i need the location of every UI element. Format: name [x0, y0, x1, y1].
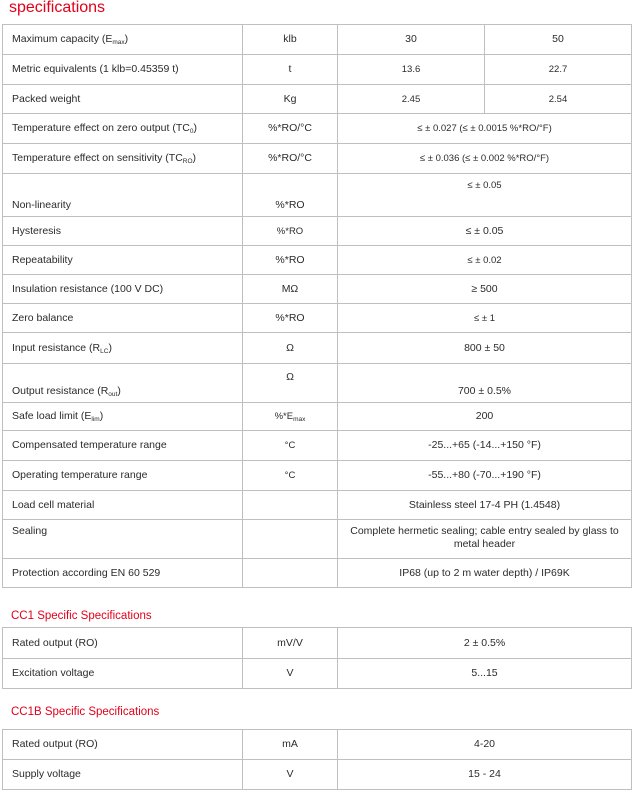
unit-cell: mV/V — [243, 628, 338, 659]
spec-row-max-capacity — [3, 25, 632, 55]
spec-row-tc-sensitivity — [3, 144, 632, 174]
value-cell-50: 2.54 — [485, 85, 632, 114]
cc1b-row-rated-output — [3, 730, 632, 760]
value-cell: Complete hermetic sealing; cable entry sealed by glass to metal header — [338, 520, 632, 559]
value-cell: 200 — [338, 403, 632, 431]
unit-text: %*E — [274, 411, 294, 422]
param-text: Temperature effect on zero output (TC — [12, 122, 190, 134]
param-suffix: ) — [108, 341, 112, 354]
spec-row-safe-load-limit — [3, 403, 632, 431]
spec-row-sealing — [3, 520, 632, 559]
param-cell: Zero balance — [3, 304, 243, 333]
param-cell: Protection according EN 60 529 — [3, 559, 243, 588]
value-cell: ≤ ± 1 — [338, 304, 632, 333]
param-cell: Sealing — [3, 520, 243, 559]
unit-cell: Ω — [243, 364, 338, 403]
unit-cell: %*RO — [243, 304, 338, 333]
param-cell: Excitation voltage — [3, 659, 243, 689]
param-cell — [3, 114, 243, 144]
spec-row-operating-temp — [3, 461, 632, 491]
value-cell-30: 30 — [338, 25, 485, 55]
value-cell: ≤ ± 0.036 (≤ ± 0.002 %*RO/°F) — [338, 144, 632, 174]
param-subscript: max — [112, 39, 125, 46]
param-subscript: LC — [100, 347, 109, 355]
value-cell-30: 2.45 — [338, 85, 485, 114]
param-subscript: 0 — [189, 128, 194, 135]
param-cell: Load cell material — [3, 491, 243, 520]
unit-cell: °C — [243, 431, 338, 461]
value-cell: -25...+65 (-14...+150 °F) — [338, 431, 632, 461]
param-text: Temperature effect on sensitivity (TC — [12, 152, 183, 164]
unit-cell — [243, 559, 338, 588]
value-cell: ≤ ± 0.027 (≤ ± 0.0015 %*RO/°F) — [338, 114, 632, 144]
unit-cell: Kg — [243, 85, 338, 114]
value-cell: -55...+80 (-70...+190 °F) — [338, 461, 632, 491]
cc1-row-rated-output — [3, 628, 632, 659]
unit-cell: %*RO — [243, 174, 338, 217]
spec-row-hysteresis — [3, 217, 632, 246]
value-cell: ≤ ± 0.02 — [338, 246, 632, 275]
value-cell-50: 22.7 — [485, 55, 632, 85]
unit-cell: %*RO/°C — [243, 144, 338, 174]
param-cell — [3, 25, 243, 55]
unit-cell: %*RO/°C — [243, 114, 338, 144]
spec-row-non-linearity — [3, 174, 632, 217]
cc1b-section-title: CC1B Specific Specifications — [11, 706, 160, 718]
unit-cell: t — [243, 55, 338, 85]
param-cell: Supply voltage — [3, 760, 243, 790]
main-spec-table — [2, 24, 632, 588]
param-cell: Compensated temperature range — [3, 431, 243, 461]
param-cell: Operating temperature range — [3, 461, 243, 491]
spec-row-material — [3, 491, 632, 520]
unit-cell: °C — [243, 461, 338, 491]
param-cell — [3, 403, 243, 431]
param-text: Input resistance (R — [12, 341, 101, 354]
value-cell: 2 ± 0.5% — [338, 628, 632, 659]
cc1-section-title: CC1 Specific Specifications — [11, 610, 152, 622]
spec-row-input-resistance — [3, 333, 632, 364]
value-cell: Stainless steel 17-4 PH (1.4548) — [338, 491, 632, 520]
value-cell-50: 50 — [485, 25, 632, 55]
param-suffix: ) — [99, 410, 104, 422]
spec-row-metric-equivalents — [3, 55, 632, 85]
unit-subscript: max — [293, 416, 306, 423]
unit-cell — [243, 491, 338, 520]
page-heading: specifications — [9, 0, 106, 16]
value-cell-30: 13.6 — [338, 55, 485, 85]
spec-row-insulation-resistance — [3, 275, 632, 304]
param-suffix: ) — [124, 33, 129, 45]
spec-row-compensated-temp — [3, 431, 632, 461]
param-cell: Rated output (RO) — [3, 628, 243, 659]
param-subscript: lim — [91, 416, 100, 423]
spec-row-repeatability — [3, 246, 632, 275]
unit-cell: MΩ — [243, 275, 338, 304]
value-cell: 800 ± 50 — [338, 333, 632, 364]
cc1b-row-supply-voltage — [3, 760, 632, 790]
param-cell: Rated output (RO) — [3, 730, 243, 760]
cc1-spec-table — [2, 627, 632, 689]
value-cell: 700 ± 0.5% — [338, 364, 632, 403]
param-suffix: ) — [117, 385, 121, 397]
param-text: Maximum capacity (E — [12, 33, 113, 45]
unit-cell: %*RO — [243, 217, 338, 246]
cc1b-spec-table — [2, 729, 632, 790]
unit-cell: Ω — [243, 333, 338, 364]
param-text: Safe load limit (E — [12, 410, 92, 422]
spec-row-zero-balance — [3, 304, 632, 333]
unit-cell: V — [243, 659, 338, 689]
param-cell: Insulation resistance (100 V DC) — [3, 275, 243, 304]
value-cell: 15 - 24 — [338, 760, 632, 790]
unit-cell: mA — [243, 730, 338, 760]
spec-row-protection — [3, 559, 632, 588]
param-text: Output resistance (R — [12, 385, 109, 397]
value-cell: IP68 (up to 2 m water depth) / IP69K — [338, 559, 632, 588]
unit-cell: klb — [243, 25, 338, 55]
param-subscript: out — [108, 391, 118, 398]
unit-cell — [243, 403, 338, 431]
param-cell: Metric equivalents (1 klb=0.45359 t) — [3, 55, 243, 85]
param-suffix: ) — [192, 152, 197, 164]
value-cell: 4-20 — [338, 730, 632, 760]
param-cell: Hysteresis — [3, 217, 243, 246]
value-cell: ≤ ± 0.05 — [338, 174, 632, 217]
cc1-row-excitation-voltage — [3, 659, 632, 689]
value-cell: ≤ ± 0.05 — [338, 217, 632, 246]
unit-cell: %*RO — [243, 246, 338, 275]
value-cell: ≥ 500 — [338, 275, 632, 304]
param-cell: Packed weight — [3, 85, 243, 114]
param-cell: Non-linearity — [3, 174, 243, 217]
unit-cell — [243, 520, 338, 559]
param-subscript: RO — [182, 158, 193, 165]
param-cell — [3, 364, 243, 403]
spec-row-packed-weight — [3, 85, 632, 114]
param-suffix: ) — [193, 122, 197, 134]
unit-cell: V — [243, 760, 338, 790]
param-cell: Repeatability — [3, 246, 243, 275]
param-cell — [3, 333, 243, 364]
param-cell — [3, 144, 243, 174]
spec-row-tc-zero — [3, 114, 632, 144]
value-cell: 5...15 — [338, 659, 632, 689]
spec-row-output-resistance — [3, 364, 632, 403]
